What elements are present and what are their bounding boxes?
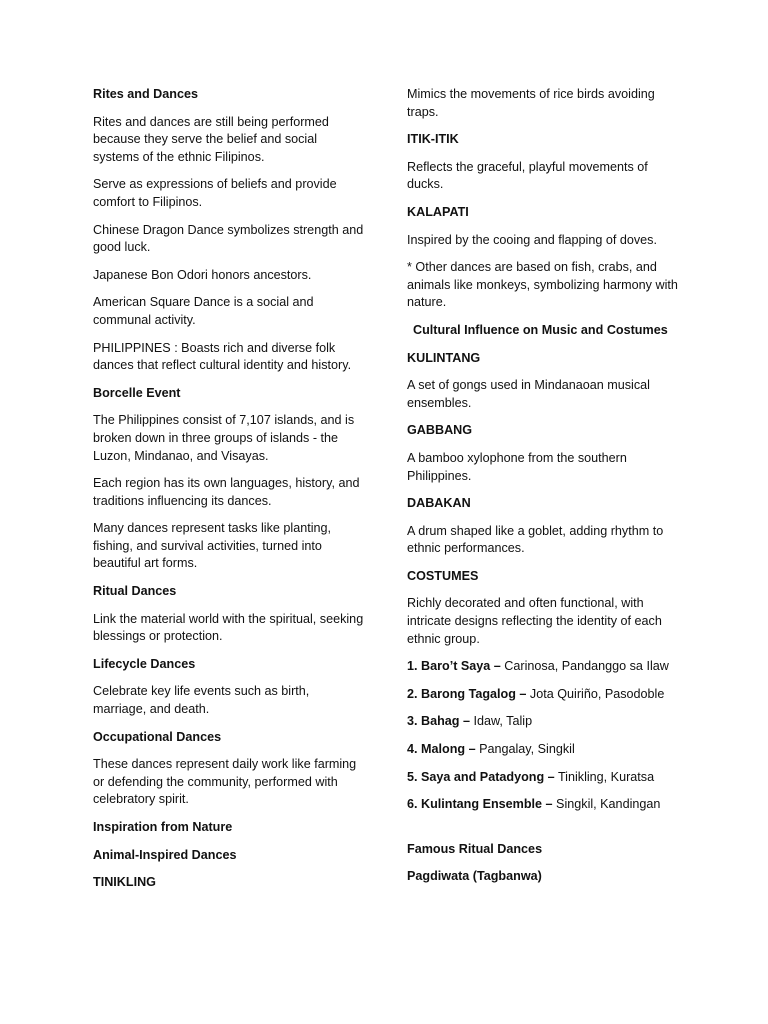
costume-item-dances: Tinikling, Kuratsa	[554, 769, 655, 784]
heading-famous-ritual-dances: Famous Ritual Dances	[407, 841, 543, 856]
paragraph-dabakan: A drum shaped like a goblet, adding rhythm to ethnic performances.	[407, 523, 664, 556]
costume-item-dances: Singkil, Kandingan	[552, 797, 661, 812]
costume-item-label: 3. Bahag –	[407, 714, 470, 729]
paragraph-tasks: Many dances represent tasks like planting, fishing, and survival activities, turned into beautiful art forms.	[93, 521, 332, 571]
heading-itik-itik: ITIK-ITIK	[407, 132, 459, 147]
heading-dabakan: DABAKAN	[407, 496, 471, 511]
heading-ritual-dances: Ritual Dances	[93, 584, 177, 599]
costume-item-dances: Jota Quiriño, Pasodoble	[526, 686, 665, 701]
paragraph-costumes: Richly decorated and often functional, with intricate designs reflecting the identity of each ethnic group.	[407, 596, 662, 646]
costume-item-label: 5. Saya and Patadyong –	[407, 769, 555, 784]
paragraph-american-square: American Square Dance is a social and communal activity.	[93, 295, 314, 327]
paragraph-mimics: Mimics the movements of rice birds avoiding traps.	[407, 87, 655, 119]
costume-item	[407, 769, 679, 787]
costume-item-dances: Idaw, Talip	[470, 714, 533, 729]
right-column	[407, 86, 679, 896]
heading-costumes: COSTUMES	[407, 568, 479, 583]
heading-animal-inspired-dances: Animal-Inspired Dances	[93, 847, 237, 862]
left-column	[93, 86, 365, 902]
heading-occupational-dances: Occupational Dances	[93, 729, 222, 744]
paragraph-other-dances: * Other dances are based on fish, crabs, and animals like monkeys, symbolizing harmony with nature.	[407, 260, 678, 310]
paragraph-itik-itik: Reflects the graceful, playful movements of ducks.	[407, 159, 648, 192]
costume-item	[407, 741, 679, 759]
costume-item-label: 6. Kulintang Ensemble –	[407, 797, 553, 812]
spacer	[407, 824, 679, 841]
paragraph-kalapati: Inspired by the cooing and flapping of doves.	[407, 232, 657, 247]
paragraph-philippines: PHILIPPINES : Boasts rich and diverse folk dances that reflect cultural identity and history.	[93, 340, 352, 373]
heading-lifecycle-dances: Lifecycle Dances	[93, 656, 196, 671]
heading-pagdiwata: Pagdiwata (Tagbanwa)	[407, 869, 542, 884]
paragraph-serve: Serve as expressions of beliefs and provide comfort to Filipinos.	[93, 177, 337, 209]
costume-item-dances: Pangalay, Singkil	[475, 742, 575, 757]
paragraph-rites: Rites and dances are still being performed because they serve the belief and social systems of the ethnic Filipinos.	[93, 114, 329, 164]
heading-kalapati: KALAPATI	[407, 204, 469, 219]
heading-cultural-influence: Cultural Influence on Music and Costumes	[413, 322, 668, 337]
paragraph-lifecycle: Celebrate key life events such as birth, marriage, and death.	[93, 684, 310, 717]
paragraph-region: Each region has its own languages, history, and traditions influencing its dances.	[93, 476, 360, 508]
costume-item	[407, 713, 679, 731]
paragraph-occupational: These dances represent daily work like farming or defending the community, performed with celebratory spirit.	[93, 757, 357, 807]
costume-item	[407, 796, 679, 814]
heading-borcelle-event: Borcelle Event	[93, 385, 181, 400]
paragraph-islands: The Philippines consist of 7,107 islands, and is broken down in three groups of islands - the Luzon, Mindanao, and Visayas.	[93, 413, 355, 463]
costume-item	[407, 658, 679, 676]
costume-item-label: 1. Baro’t Saya –	[407, 659, 501, 674]
costume-item	[407, 686, 679, 704]
heading-gabbang: GABBANG	[407, 423, 473, 438]
costume-item-label: 2. Barong Tagalog –	[407, 686, 527, 701]
heading-inspiration-from-nature: Inspiration from Nature	[93, 820, 233, 834]
paragraph-japanese-bon-odori: Japanese Bon Odori honors ancestors.	[93, 267, 312, 282]
paragraph-ritual: Link the material world with the spiritual, seeking blessings or protection.	[93, 611, 364, 644]
costume-item-label: 4. Malong –	[407, 742, 476, 757]
paragraph-kulintang: A set of gongs used in Mindanaoan musical ensembles.	[407, 378, 650, 410]
paragraph-gabbang: A bamboo xylophone from the southern Philippines.	[407, 450, 627, 483]
costume-item-dances: Carinosa, Pandanggo sa Ilaw	[500, 659, 669, 674]
paragraph-chinese-dragon: Chinese Dragon Dance symbolizes strength and good luck.	[93, 222, 364, 255]
heading-tinikling: TINIKLING	[93, 875, 156, 890]
heading-kulintang: KULINTANG	[407, 350, 481, 365]
heading-rites-and-dances: Rites and Dances	[93, 87, 198, 101]
